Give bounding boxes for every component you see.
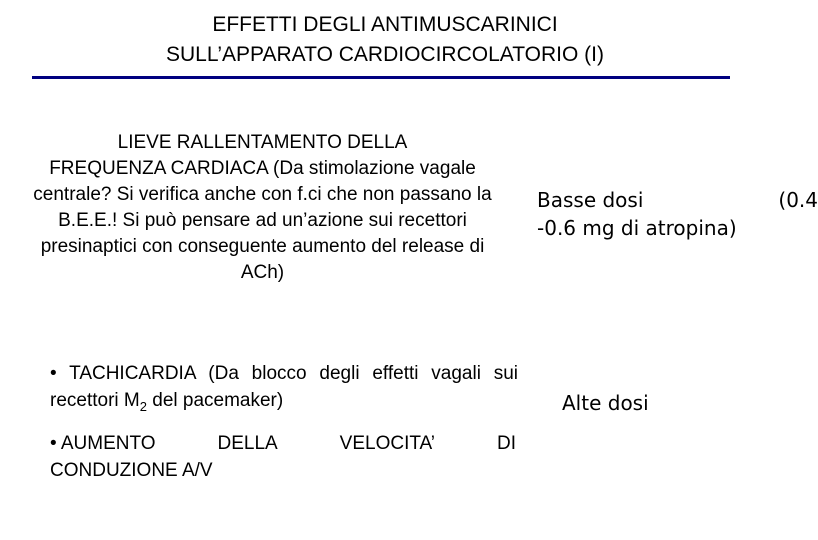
receptor-subscript: 2 — [139, 398, 147, 414]
tachycardia-title: TACHICARDIA — [69, 363, 196, 384]
high-dose-label: Alte dosi — [562, 391, 649, 415]
high-dose-note — [562, 389, 649, 417]
conduction-bullet — [50, 430, 518, 484]
low-dose-label: Basse dosi — [537, 188, 644, 212]
bullet-marker: • — [50, 363, 57, 384]
title-underline — [32, 76, 730, 79]
low-dose-note — [537, 186, 818, 242]
tachycardia-text-a: (Da blocco degli effetti vagali sui recettori M — [50, 363, 519, 411]
title-line-2: SULL’APPARATO CARDIOCIRCOLATORIO (I) — [166, 43, 604, 66]
conduction-word-2: DELLA — [217, 433, 278, 454]
tachycardia-text-b: del pacemaker) — [146, 390, 284, 411]
conduction-word-3: VELOCITA’ — [339, 433, 436, 454]
conduction-line-2: CONDUZIONE A/V — [50, 460, 213, 481]
low-dose-detail: -0.6 mg di atropina) — [537, 216, 737, 240]
slide-title — [40, 10, 730, 70]
title-line-1: EFFETTI DEGLI ANTIMUSCARINICI — [212, 13, 558, 36]
heart-rate-slowing-paragraph — [20, 130, 505, 286]
conduction-word-4: DI — [496, 433, 516, 454]
heart-rate-explanation: (Da stimolazione vagale centrale? Si verifica anche con f.ci che non passano la B.E.E.! Si può pensare ad un’azione sui recettori presinaptici con conseguente aumento del release di ACh) — [33, 158, 492, 283]
low-dose-partial-value: (0.4 — [778, 188, 818, 212]
tachycardia-bullet — [50, 360, 518, 414]
heart-rate-heading-line-1: LIEVE RALLENTAMENTO DELLA — [117, 132, 408, 153]
conduction-word-1: • AUMENTO — [50, 433, 156, 454]
heart-rate-heading-line-2: FREQUENZA CARDIACA — [49, 158, 268, 179]
